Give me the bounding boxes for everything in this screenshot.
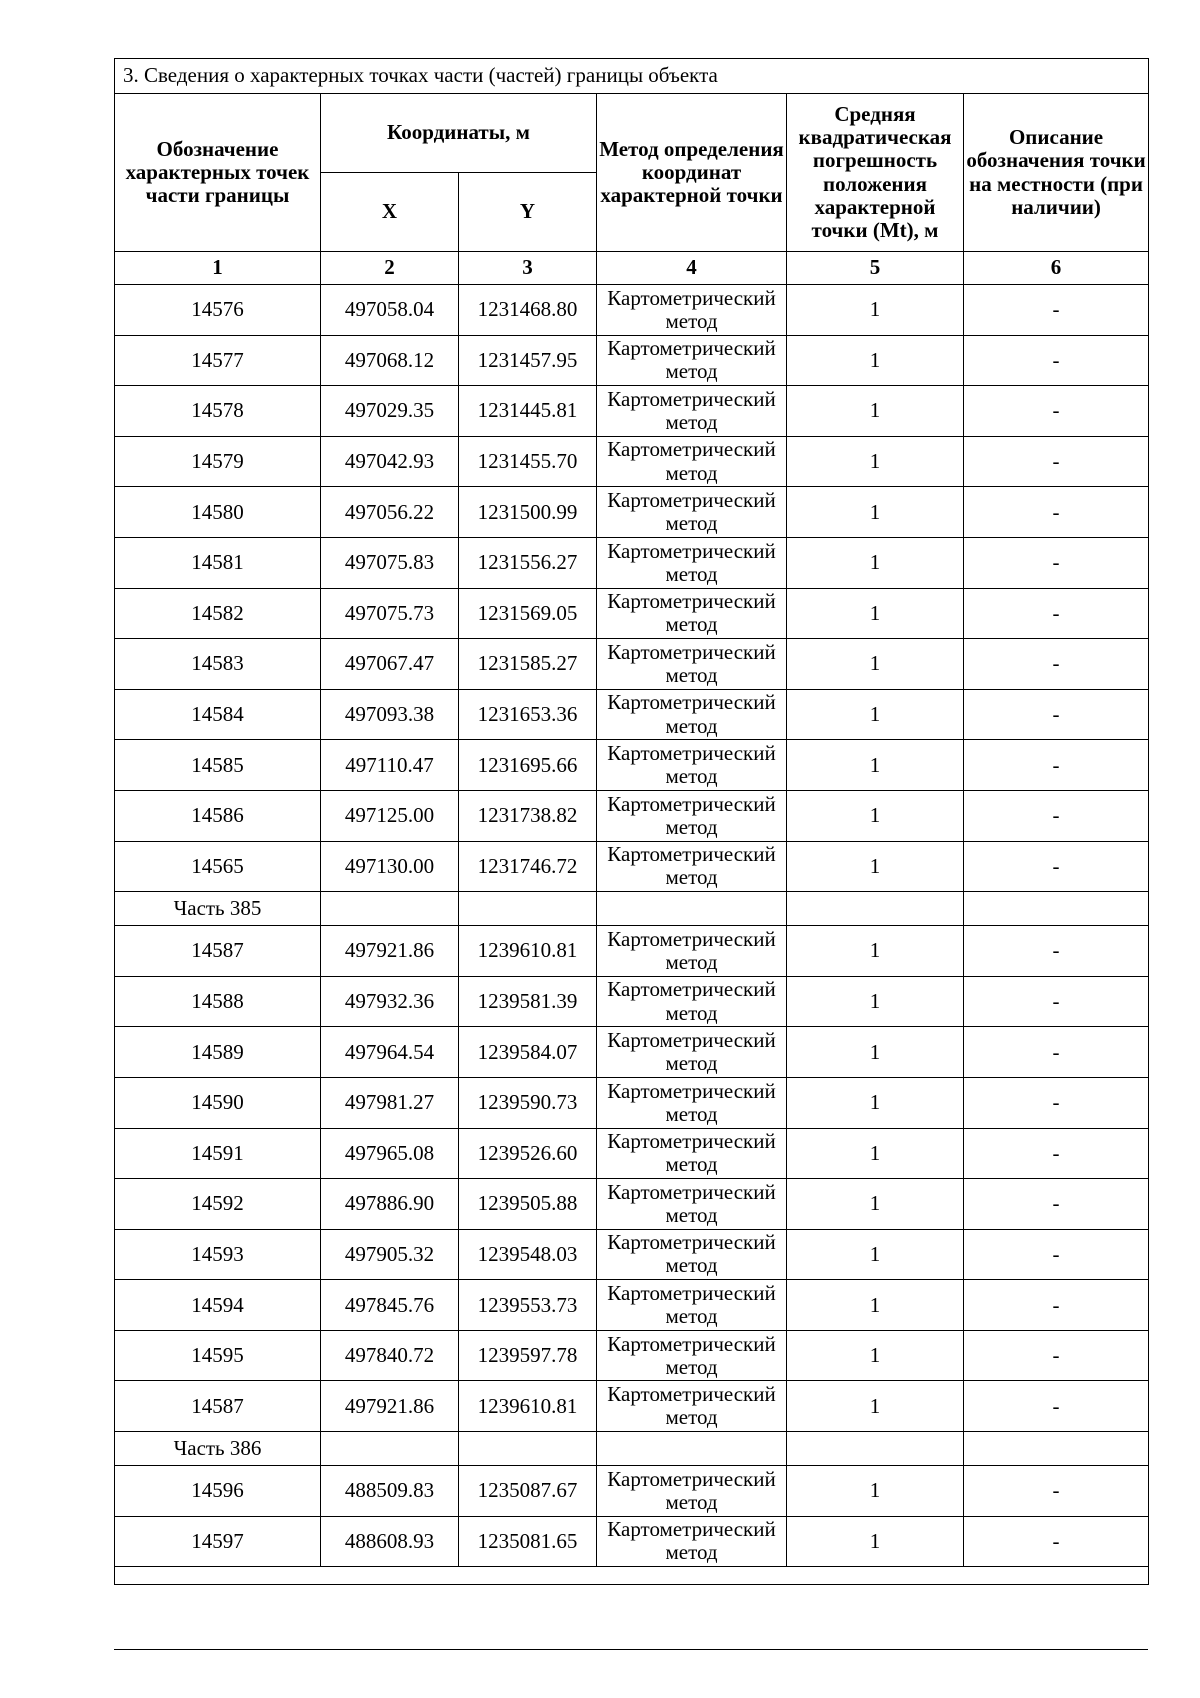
- point-description: -: [964, 1229, 1149, 1280]
- point-description: -: [964, 841, 1149, 892]
- point-description: -: [964, 740, 1149, 791]
- table-body: [115, 285, 1149, 1585]
- point-description: -: [964, 588, 1149, 639]
- coord-y: 1239553.73: [459, 1280, 597, 1331]
- footer-rule: [114, 1649, 1148, 1650]
- point-description: -: [964, 976, 1149, 1027]
- empty-cell: [115, 1567, 1149, 1585]
- point-id: 14580: [115, 487, 321, 538]
- accuracy-mt: 1: [787, 790, 964, 841]
- empty-cell: [321, 892, 459, 926]
- column-number: 1: [115, 252, 321, 285]
- coord-y: 1239548.03: [459, 1229, 597, 1280]
- coord-x: 497932.36: [321, 976, 459, 1027]
- coord-y: 1231556.27: [459, 537, 597, 588]
- point-description: -: [964, 1466, 1149, 1517]
- point-id: 14593: [115, 1229, 321, 1280]
- method-cell: [597, 1330, 787, 1381]
- coord-x: 497125.00: [321, 790, 459, 841]
- method-line1: Картометрический: [607, 336, 776, 361]
- header-y: Y: [459, 173, 597, 252]
- method-cell: [597, 1381, 787, 1432]
- method-cell: [597, 386, 787, 437]
- method-cell: [597, 740, 787, 791]
- method-line2: метод: [665, 1202, 718, 1227]
- method-line2: метод: [665, 511, 718, 536]
- point-description: -: [964, 285, 1149, 336]
- method-line2: метод: [665, 359, 718, 384]
- method-line1: Картометрический: [607, 1129, 776, 1154]
- coord-x: 497965.08: [321, 1128, 459, 1179]
- point-id: 14595: [115, 1330, 321, 1381]
- coord-x: 497056.22: [321, 487, 459, 538]
- table-row: [115, 487, 1149, 538]
- empty-cell: [964, 892, 1149, 926]
- point-description: -: [964, 639, 1149, 690]
- coord-y: 1239505.88: [459, 1179, 597, 1230]
- point-id: 14586: [115, 790, 321, 841]
- table-row: [115, 285, 1149, 336]
- point-id: 14591: [115, 1128, 321, 1179]
- point-id: 14565: [115, 841, 321, 892]
- accuracy-mt: 1: [787, 588, 964, 639]
- coord-x: 497840.72: [321, 1330, 459, 1381]
- method-line1: Картометрический: [607, 1466, 776, 1491]
- table-row: [115, 740, 1149, 791]
- method-line1: Картометрический: [607, 386, 776, 411]
- point-description: -: [964, 1077, 1149, 1128]
- point-id: 14585: [115, 740, 321, 791]
- empty-cell: [787, 1432, 964, 1466]
- part-label: Часть 386: [115, 1432, 321, 1466]
- method-line2: метод: [665, 561, 718, 586]
- method-line2: метод: [665, 713, 718, 738]
- point-description: -: [964, 436, 1149, 487]
- point-id: 14578: [115, 386, 321, 437]
- point-id: 14589: [115, 1027, 321, 1078]
- coord-x: 497905.32: [321, 1229, 459, 1280]
- point-description: -: [964, 790, 1149, 841]
- method-line1: Картометрический: [607, 1028, 776, 1053]
- method-line2: метод: [665, 1051, 718, 1076]
- point-description: -: [964, 926, 1149, 977]
- table-row: [115, 588, 1149, 639]
- point-description: -: [964, 1381, 1149, 1432]
- method-line2: метод: [665, 460, 718, 485]
- method-cell: [597, 285, 787, 336]
- method-line2: метод: [665, 1304, 718, 1329]
- accuracy-mt: 1: [787, 1229, 964, 1280]
- method-line2: метод: [665, 1101, 718, 1126]
- header-accuracy: Средняя квадратическая погрешность положения характерной точки (Mt), м: [787, 94, 964, 252]
- part-label: Часть 385: [115, 892, 321, 926]
- coord-x: 497075.73: [321, 588, 459, 639]
- method-line1: Картометрический: [607, 1179, 776, 1204]
- point-description: -: [964, 1330, 1149, 1381]
- empty-cell: [459, 1432, 597, 1466]
- accuracy-mt: 1: [787, 740, 964, 791]
- method-line1: Картометрический: [607, 690, 776, 715]
- header-method: Метод определения координат характерной точки: [597, 94, 787, 252]
- point-id: 14581: [115, 537, 321, 588]
- method-cell: [597, 926, 787, 977]
- method-line1: Картометрический: [607, 791, 776, 816]
- method-cell: [597, 335, 787, 386]
- coord-y: 1231455.70: [459, 436, 597, 487]
- method-line2: метод: [665, 409, 718, 434]
- coord-y: 1231445.81: [459, 386, 597, 437]
- coord-x: 488608.93: [321, 1516, 459, 1567]
- table-row: [115, 1027, 1149, 1078]
- table-row: [115, 1466, 1149, 1517]
- point-description: -: [964, 386, 1149, 437]
- empty-cell: [964, 1432, 1149, 1466]
- method-line2: метод: [665, 662, 718, 687]
- method-line1: Картометрический: [607, 639, 776, 664]
- accuracy-mt: 1: [787, 1516, 964, 1567]
- coord-y: 1231585.27: [459, 639, 597, 690]
- coord-x: 497058.04: [321, 285, 459, 336]
- method-line1: Картометрический: [607, 589, 776, 614]
- method-cell: [597, 841, 787, 892]
- accuracy-mt: 1: [787, 1466, 964, 1517]
- accuracy-mt: 1: [787, 1027, 964, 1078]
- accuracy-mt: 1: [787, 1280, 964, 1331]
- point-description: -: [964, 537, 1149, 588]
- method-cell: [597, 1128, 787, 1179]
- section-title: 3. Сведения о характерных точках части (частей) границы объекта: [115, 59, 1149, 94]
- column-number: 5: [787, 252, 964, 285]
- point-description: -: [964, 1179, 1149, 1230]
- method-line2: метод: [665, 1405, 718, 1430]
- accuracy-mt: 1: [787, 639, 964, 690]
- method-line1: Картометрический: [607, 285, 776, 310]
- part-row: [115, 892, 1149, 926]
- method-cell: [597, 1229, 787, 1280]
- coord-x: 488509.83: [321, 1466, 459, 1517]
- coord-y: 1231500.99: [459, 487, 597, 538]
- column-number: 3: [459, 252, 597, 285]
- coord-y: 1235087.67: [459, 1466, 597, 1517]
- point-description: -: [964, 1516, 1149, 1567]
- coord-x: 497921.86: [321, 1381, 459, 1432]
- coord-y: 1239590.73: [459, 1077, 597, 1128]
- method-line1: Картометрический: [607, 1331, 776, 1356]
- accuracy-mt: 1: [787, 976, 964, 1027]
- column-number: 4: [597, 252, 787, 285]
- method-cell: [597, 790, 787, 841]
- table-row: [115, 1229, 1149, 1280]
- method-line1: Картометрический: [607, 1280, 776, 1305]
- header-x: X: [321, 173, 459, 252]
- table-row: [115, 537, 1149, 588]
- method-cell: [597, 976, 787, 1027]
- accuracy-mt: 1: [787, 1077, 964, 1128]
- point-id: 14590: [115, 1077, 321, 1128]
- coord-y: 1235081.65: [459, 1516, 597, 1567]
- method-line2: метод: [665, 1354, 718, 1379]
- accuracy-mt: 1: [787, 1381, 964, 1432]
- table-row: [115, 926, 1149, 977]
- empty-cell: [459, 892, 597, 926]
- accuracy-mt: 1: [787, 537, 964, 588]
- method-line2: метод: [665, 1253, 718, 1278]
- table-end-row: [115, 1567, 1149, 1585]
- point-id: 14584: [115, 689, 321, 740]
- coord-x: 497075.83: [321, 537, 459, 588]
- method-line1: Картометрический: [607, 741, 776, 766]
- coord-x: 497130.00: [321, 841, 459, 892]
- method-line1: Картометрический: [607, 1078, 776, 1103]
- point-description: -: [964, 335, 1149, 386]
- coord-y: 1231468.80: [459, 285, 597, 336]
- table-row: [115, 1077, 1149, 1128]
- point-id: 14596: [115, 1466, 321, 1517]
- method-cell: [597, 1077, 787, 1128]
- coord-x: 497042.93: [321, 436, 459, 487]
- method-cell: [597, 1516, 787, 1567]
- method-line1: Картометрический: [607, 842, 776, 867]
- table-row: [115, 976, 1149, 1027]
- method-line1: Картометрический: [607, 437, 776, 462]
- point-id: 14582: [115, 588, 321, 639]
- method-cell: [597, 487, 787, 538]
- accuracy-mt: 1: [787, 689, 964, 740]
- method-line2: метод: [665, 308, 718, 333]
- part-row: [115, 1432, 1149, 1466]
- table-row: [115, 1381, 1149, 1432]
- header-designation: Обозначение характерных точек части границы: [115, 94, 321, 252]
- coord-y: 1239597.78: [459, 1330, 597, 1381]
- point-id: 14588: [115, 976, 321, 1027]
- point-id: 14592: [115, 1179, 321, 1230]
- table-row: [115, 1516, 1149, 1567]
- table-row: [115, 790, 1149, 841]
- point-id: 14594: [115, 1280, 321, 1331]
- method-cell: [597, 1179, 787, 1230]
- method-cell: [597, 588, 787, 639]
- point-id: 14579: [115, 436, 321, 487]
- coord-y: 1239581.39: [459, 976, 597, 1027]
- method-cell: [597, 1027, 787, 1078]
- coord-x: 497067.47: [321, 639, 459, 690]
- coord-x: 497886.90: [321, 1179, 459, 1230]
- empty-cell: [597, 1432, 787, 1466]
- accuracy-mt: 1: [787, 1179, 964, 1230]
- header-coordinates: Координаты, м: [321, 94, 597, 173]
- method-line1: Картометрический: [607, 1517, 776, 1542]
- accuracy-mt: 1: [787, 335, 964, 386]
- table-row: [115, 335, 1149, 386]
- method-line1: Картометрический: [607, 1382, 776, 1407]
- empty-cell: [321, 1432, 459, 1466]
- table-row: [115, 639, 1149, 690]
- point-description: -: [964, 487, 1149, 538]
- point-id: 14576: [115, 285, 321, 336]
- method-cell: [597, 436, 787, 487]
- method-line2: метод: [665, 1489, 718, 1514]
- table-row: [115, 1280, 1149, 1331]
- coord-x: 497845.76: [321, 1280, 459, 1331]
- point-id: 14587: [115, 1381, 321, 1432]
- coord-y: 1239526.60: [459, 1128, 597, 1179]
- coord-y: 1231653.36: [459, 689, 597, 740]
- accuracy-mt: 1: [787, 285, 964, 336]
- accuracy-mt: 1: [787, 1330, 964, 1381]
- accuracy-mt: 1: [787, 386, 964, 437]
- coord-y: 1231695.66: [459, 740, 597, 791]
- table-row: [115, 1179, 1149, 1230]
- method-cell: [597, 1280, 787, 1331]
- coord-x: 497964.54: [321, 1027, 459, 1078]
- point-description: -: [964, 689, 1149, 740]
- method-cell: [597, 689, 787, 740]
- accuracy-mt: 1: [787, 1128, 964, 1179]
- coord-y: 1231569.05: [459, 588, 597, 639]
- accuracy-mt: 1: [787, 841, 964, 892]
- method-line1: Картометрический: [607, 1230, 776, 1255]
- coord-y: 1239584.07: [459, 1027, 597, 1078]
- method-line1: Картометрический: [607, 488, 776, 513]
- accuracy-mt: 1: [787, 926, 964, 977]
- method-line1: Картометрический: [607, 926, 776, 951]
- column-number: 6: [964, 252, 1149, 285]
- table-row: [115, 1330, 1149, 1381]
- column-number: 2: [321, 252, 459, 285]
- method-line1: Картометрический: [607, 977, 776, 1002]
- coord-y: 1231738.82: [459, 790, 597, 841]
- point-description: -: [964, 1128, 1149, 1179]
- method-line2: метод: [665, 1000, 718, 1025]
- empty-cell: [787, 892, 964, 926]
- point-description: -: [964, 1027, 1149, 1078]
- coord-y: 1231746.72: [459, 841, 597, 892]
- coord-x: 497029.35: [321, 386, 459, 437]
- coord-x: 497921.86: [321, 926, 459, 977]
- accuracy-mt: 1: [787, 487, 964, 538]
- point-id: 14597: [115, 1516, 321, 1567]
- coord-y: 1231457.95: [459, 335, 597, 386]
- coord-x: 497093.38: [321, 689, 459, 740]
- method-line2: метод: [665, 865, 718, 890]
- method-line2: метод: [665, 814, 718, 839]
- table-row: [115, 1128, 1149, 1179]
- table-row: [115, 841, 1149, 892]
- method-line2: метод: [665, 1152, 718, 1177]
- coord-x: 497981.27: [321, 1077, 459, 1128]
- point-id: 14587: [115, 926, 321, 977]
- method-line2: метод: [665, 612, 718, 637]
- method-line2: метод: [665, 949, 718, 974]
- boundary-points-table: [114, 58, 1149, 1585]
- point-description: -: [964, 1280, 1149, 1331]
- method-line2: метод: [665, 1540, 718, 1565]
- table-row: [115, 386, 1149, 437]
- coord-x: 497110.47: [321, 740, 459, 791]
- method-cell: [597, 537, 787, 588]
- header-description: Описание обозначения точки на местности (при наличии): [964, 94, 1149, 252]
- method-cell: [597, 1466, 787, 1517]
- point-id: 14583: [115, 639, 321, 690]
- coord-y: 1239610.81: [459, 926, 597, 977]
- empty-cell: [597, 892, 787, 926]
- coord-y: 1239610.81: [459, 1381, 597, 1432]
- point-id: 14577: [115, 335, 321, 386]
- method-cell: [597, 639, 787, 690]
- method-line1: Картометрический: [607, 538, 776, 563]
- accuracy-mt: 1: [787, 436, 964, 487]
- coord-x: 497068.12: [321, 335, 459, 386]
- table-row: [115, 436, 1149, 487]
- table-row: [115, 689, 1149, 740]
- method-line2: метод: [665, 764, 718, 789]
